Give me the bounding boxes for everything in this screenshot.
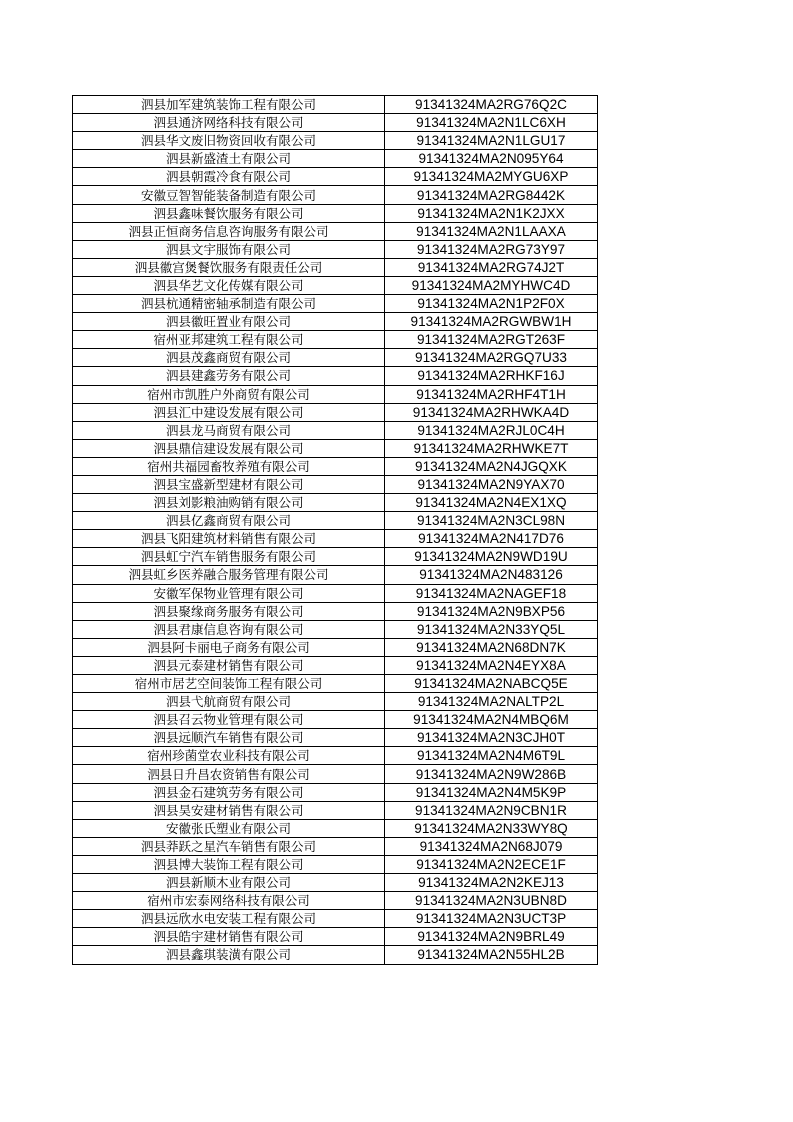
company-name-cell: 泗县召云物业管理有限公司 (73, 711, 385, 729)
table-row (73, 566, 598, 584)
table-row (73, 403, 598, 421)
credit-code-cell: 91341324MA2N3CL98N (385, 512, 598, 530)
table-row (73, 132, 598, 150)
company-name-cell: 泗县宝盛新型建材有限公司 (73, 475, 385, 493)
credit-code-cell: 91341324MA2N1P2F0X (385, 295, 598, 313)
table-row (73, 548, 598, 566)
credit-code-cell: 91341324MA2N1LGU17 (385, 132, 598, 150)
credit-code-cell: 91341324MA2N68DN7K (385, 638, 598, 656)
company-name-cell: 泗县汇中建设发展有限公司 (73, 403, 385, 421)
table-row (73, 729, 598, 747)
company-name-cell: 泗县虹宁汽车销售服务有限公司 (73, 548, 385, 566)
company-registry-table (72, 95, 598, 965)
table-row (73, 313, 598, 331)
credit-code-cell: 91341324MA2N4JGQXK (385, 457, 598, 475)
table-row (73, 204, 598, 222)
company-name-cell: 泗县建鑫劳务有限公司 (73, 367, 385, 385)
company-name-cell: 泗县莽跃之星汽车销售有限公司 (73, 837, 385, 855)
credit-code-cell: 91341324MA2N483126 (385, 566, 598, 584)
table-row (73, 421, 598, 439)
credit-code-cell: 91341324MA2N9YAX70 (385, 475, 598, 493)
credit-code-cell: 91341324MA2NAGEF18 (385, 584, 598, 602)
credit-code-cell: 91341324MA2N4EX1XQ (385, 494, 598, 512)
table-row (73, 620, 598, 638)
credit-code-cell: 91341324MA2N4MBQ6M (385, 711, 598, 729)
credit-code-cell: 91341324MA2N1LAAXA (385, 222, 598, 240)
company-name-cell: 泗县飞阳建筑材料销售有限公司 (73, 530, 385, 548)
table-row (73, 946, 598, 964)
company-name-cell: 泗县杭通精密轴承制造有限公司 (73, 295, 385, 313)
table-row (73, 512, 598, 530)
company-name-cell: 泗县华文废旧物资回收有限公司 (73, 132, 385, 150)
company-name-cell: 泗县茂鑫商贸有限公司 (73, 349, 385, 367)
table-row (73, 675, 598, 693)
table-row (73, 150, 598, 168)
table-row (73, 584, 598, 602)
credit-code-cell: 91341324MA2N9CBN1R (385, 801, 598, 819)
table-row (73, 439, 598, 457)
table-row (73, 874, 598, 892)
credit-code-cell: 91341324MA2MYGU6XP (385, 168, 598, 186)
table-row (73, 168, 598, 186)
company-name-cell: 泗县加军建筑装饰工程有限公司 (73, 96, 385, 114)
company-name-cell: 宿州市居艺空间装饰工程有限公司 (73, 675, 385, 693)
credit-code-cell: 91341324MA2N55HL2B (385, 946, 598, 964)
table-row (73, 783, 598, 801)
company-name-cell: 泗县刘影粮油购销有限公司 (73, 494, 385, 512)
company-name-cell: 宿州共福园畜牧养殖有限公司 (73, 457, 385, 475)
table-row (73, 711, 598, 729)
company-name-cell: 泗县日升昌农资销售有限公司 (73, 765, 385, 783)
company-name-cell: 泗县弋航商贸有限公司 (73, 693, 385, 711)
credit-code-cell: 91341324MA2RGT263F (385, 331, 598, 349)
company-name-cell: 泗县徽旺置业有限公司 (73, 313, 385, 331)
table-row (73, 276, 598, 294)
table-row (73, 240, 598, 258)
company-name-cell: 泗县阿卡丽电子商务有限公司 (73, 638, 385, 656)
credit-code-cell: 91341324MA2RG73Y97 (385, 240, 598, 258)
table-row (73, 855, 598, 873)
credit-code-cell: 91341324MA2N1K2JXX (385, 204, 598, 222)
company-name-cell: 泗县皓宇建材销售有限公司 (73, 928, 385, 946)
credit-code-cell: 91341324MA2NABCQ5E (385, 675, 598, 693)
table-row (73, 494, 598, 512)
table-row (73, 602, 598, 620)
credit-code-cell: 91341324MA2N9BRL49 (385, 928, 598, 946)
company-name-cell: 泗县远顺汽车销售有限公司 (73, 729, 385, 747)
company-name-cell: 宿州亚邦建筑工程有限公司 (73, 331, 385, 349)
credit-code-cell: 91341324MA2N3UCT3P (385, 910, 598, 928)
company-name-cell: 泗县新顺木业有限公司 (73, 874, 385, 892)
company-name-cell: 泗县昊安建材销售有限公司 (73, 801, 385, 819)
company-name-cell: 泗县徽宫煲餐饮服务有限责任公司 (73, 258, 385, 276)
credit-code-cell: 91341324MA2RG76Q2C (385, 96, 598, 114)
company-name-cell: 安徽张氏塑业有限公司 (73, 819, 385, 837)
table-row (73, 96, 598, 114)
credit-code-cell: 91341324MA2N4M6T9L (385, 747, 598, 765)
table-row (73, 928, 598, 946)
table-row (73, 892, 598, 910)
credit-code-cell: 91341324MA2N9W286B (385, 765, 598, 783)
table-row (73, 530, 598, 548)
credit-code-cell: 91341324MA2RGWBW1H (385, 313, 598, 331)
company-name-cell: 泗县亿鑫商贸有限公司 (73, 512, 385, 530)
company-name-cell: 泗县龙马商贸有限公司 (73, 421, 385, 439)
company-name-cell: 泗县君康信息咨询有限公司 (73, 620, 385, 638)
table-body (73, 96, 598, 965)
table-row (73, 765, 598, 783)
credit-code-cell: 91341324MA2MYHWC4D (385, 276, 598, 294)
credit-code-cell: 91341324MA2RHF4T1H (385, 385, 598, 403)
company-name-cell: 泗县鼎信建设发展有限公司 (73, 439, 385, 457)
company-name-cell: 泗县聚缘商务服务有限公司 (73, 602, 385, 620)
table-row (73, 819, 598, 837)
company-name-cell: 泗县新盛渣土有限公司 (73, 150, 385, 168)
company-name-cell: 泗县朝霞冷食有限公司 (73, 168, 385, 186)
company-name-cell: 泗县元泰建材销售有限公司 (73, 656, 385, 674)
credit-code-cell: 91341324MA2N2KEJ13 (385, 874, 598, 892)
company-name-cell: 泗县金石建筑劳务有限公司 (73, 783, 385, 801)
company-name-cell: 泗县文宇服饰有限公司 (73, 240, 385, 258)
credit-code-cell: 91341324MA2RHKF16J (385, 367, 598, 385)
credit-code-cell: 91341324MA2N33YQ5L (385, 620, 598, 638)
company-name-cell: 宿州市凯胜户外商贸有限公司 (73, 385, 385, 403)
credit-code-cell: 91341324MA2N9WD19U (385, 548, 598, 566)
table-row (73, 258, 598, 276)
company-name-cell: 泗县博大装饰工程有限公司 (73, 855, 385, 873)
credit-code-cell: 91341324MA2N4EYX8A (385, 656, 598, 674)
credit-code-cell: 91341324MA2RHWKE7T (385, 439, 598, 457)
credit-code-cell: 91341324MA2RJL0C4H (385, 421, 598, 439)
table-row (73, 367, 598, 385)
credit-code-cell: 91341324MA2N33WY8Q (385, 819, 598, 837)
table-row (73, 349, 598, 367)
credit-code-cell: 91341324MA2RG74J2T (385, 258, 598, 276)
table-row (73, 693, 598, 711)
table-row (73, 837, 598, 855)
credit-code-cell: 91341324MA2N9BXP56 (385, 602, 598, 620)
credit-code-cell: 91341324MA2N095Y64 (385, 150, 598, 168)
company-name-cell: 安徽军保物业管理有限公司 (73, 584, 385, 602)
table-row (73, 114, 598, 132)
credit-code-cell: 91341324MA2NALTP2L (385, 693, 598, 711)
credit-code-cell: 91341324MA2RG8442K (385, 186, 598, 204)
table-row (73, 186, 598, 204)
credit-code-cell: 91341324MA2N2ECE1F (385, 855, 598, 873)
table-row (73, 222, 598, 240)
company-name-cell: 宿州珍菌堂农业科技有限公司 (73, 747, 385, 765)
table-row (73, 638, 598, 656)
company-name-cell: 泗县通济网络科技有限公司 (73, 114, 385, 132)
company-name-cell: 泗县鑫琪装潢有限公司 (73, 946, 385, 964)
credit-code-cell: 91341324MA2N68J079 (385, 837, 598, 855)
table-row (73, 331, 598, 349)
credit-code-cell: 91341324MA2N3CJH0T (385, 729, 598, 747)
table-row (73, 475, 598, 493)
credit-code-cell: 91341324MA2RGQ7U33 (385, 349, 598, 367)
company-name-cell: 泗县鑫味餐饮服务有限公司 (73, 204, 385, 222)
credit-code-cell: 91341324MA2N417D76 (385, 530, 598, 548)
company-name-cell: 宿州市宏泰网络科技有限公司 (73, 892, 385, 910)
credit-code-cell: 91341324MA2N1LC6XH (385, 114, 598, 132)
credit-code-cell: 91341324MA2N3UBN8D (385, 892, 598, 910)
table-row (73, 457, 598, 475)
company-name-cell: 安徽豆智智能装备制造有限公司 (73, 186, 385, 204)
company-name-cell: 泗县虹乡医养融合服务管理有限公司 (73, 566, 385, 584)
credit-code-cell: 91341324MA2N4M5K9P (385, 783, 598, 801)
table-row (73, 801, 598, 819)
table-row (73, 385, 598, 403)
company-name-cell: 泗县远欣水电安装工程有限公司 (73, 910, 385, 928)
table-row (73, 295, 598, 313)
table-row (73, 747, 598, 765)
company-name-cell: 泗县华艺文化传媒有限公司 (73, 276, 385, 294)
table-row (73, 656, 598, 674)
table-row (73, 910, 598, 928)
company-name-cell: 泗县正恒商务信息咨询服务有限公司 (73, 222, 385, 240)
credit-code-cell: 91341324MA2RHWKA4D (385, 403, 598, 421)
